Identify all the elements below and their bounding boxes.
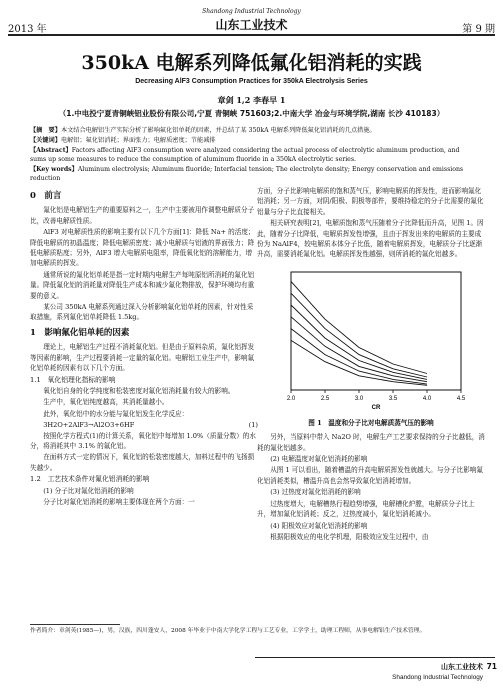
left-column <box>30 186 258 508</box>
paragraph: AlF3 对电解质性质的影响主要有以下几个方面[1]：降低 Na+ 的活度；降低电解质的初晶温度；降低电解质密度；减小电解质与铝液的界面张力；降低电解质粘度；另外，AlF3 增大电解质电阻率，降低氧化铝的溶解能力，增加电解质的挥发。 <box>30 228 255 268</box>
paragraph: 在面料方式一定的情况下，氧化铝的松装密度越大，加料过程中的飞扬损失越少。 <box>30 453 255 472</box>
chart-svg <box>257 266 485 416</box>
x-tick-label: 3.5 <box>388 395 398 402</box>
paragraph: 通常所说的氟化铝单耗是指一定时期内电解生产每吨原铝所消耗的氟化铝量。降低氟化铝的消耗量对降低生产成本和减少氟化物排放，保护环境均有重要的意义。 <box>30 270 255 300</box>
article-affiliation: （1.中电投宁夏青铜峡铝业股份有限公司,宁夏 青铜峡 751603;2.中南大学 冶金与环境学院,湖南 长沙 410183） <box>58 109 445 118</box>
footnote-rule <box>30 624 120 625</box>
right-column <box>257 186 485 543</box>
abstract-label-cn: 【摘 要】 <box>30 127 61 134</box>
item-heading: (1) 分子比对氟化铝消耗的影响 <box>43 486 134 495</box>
article-title-en: Decreasing AlF3 Consumption Practices for 350kA Electrolysis Series <box>135 78 368 85</box>
paragraph: 分子比对氟化铝消耗的影响主要体现在两个方面：一 <box>43 497 195 506</box>
keywords-en <box>30 165 475 184</box>
abstract-cn <box>30 126 475 135</box>
author-footnote: 作者简介：章剑英(1985—)，男，汉族，四川蓬安人，2008 年毕业于中南大学化学工程与工艺专业，工学学士，助理工程师，从事电解铝生产技术管理。 <box>30 628 426 634</box>
footer-rule <box>255 657 495 658</box>
section-heading-0: 0 前言 <box>30 191 62 201</box>
paragraph: 某公司 350kA 电解系列通过深入分析影响氟化铝单耗的因素，针对性采取措施，系列氟化铝单耗降低 1.5kg。 <box>30 303 254 322</box>
abstract-label-en: 【Abstract】 <box>30 147 72 154</box>
paragraph: 氧化铝自身的化学纯度和松装密度对氟化铝消耗量有较大的影响。 <box>43 386 235 395</box>
figure-1-caption: 图 1 温度和分子比对电解质蒸气压的影响 <box>308 418 434 427</box>
item-heading: (2) 电解温度对氟化铝消耗的影响 <box>270 455 368 464</box>
page-header <box>8 6 495 36</box>
footer-journal-en: Shandong Industrial Technology <box>392 674 483 681</box>
plot-frame <box>291 272 461 390</box>
x-tick-label: 4.0 <box>422 395 432 402</box>
paragraph: 根据阳极效应的电化学机理，阳极效应发生过程中，由 <box>270 532 429 541</box>
item-heading: (3) 过热度对氟化铝消耗的影响 <box>270 488 361 497</box>
header-journal-en: Shandong Industrial Technology <box>202 8 301 15</box>
footer-journal-cn: 山东工业技术 <box>441 663 483 671</box>
page-number: 71 <box>486 662 497 671</box>
header-rule <box>8 34 495 36</box>
figure-1-chart <box>257 266 485 416</box>
x-tick-label: 3.0 <box>354 395 364 402</box>
subsection-heading-1-1: 1.1 氧化铝理化指标的影响 <box>30 375 116 384</box>
x-tick-label: 2.0 <box>286 395 296 402</box>
article-title: 350kA 电解系列降低氟化铝消耗的实践 <box>81 52 422 74</box>
item-heading: (4) 阳极效应对氟化铝消耗的影响 <box>270 521 368 530</box>
paragraph: 方面，分子比影响电解质的饱和蒸气压，影响电解质的挥发性，进而影响氟化铝消耗；另一方面，对阴/阳极、阴极等部件，要维持稳定的分子比需要的氟化铝量与分子比直接相关。 <box>257 187 484 216</box>
series-line-2 <box>291 293 427 377</box>
paragraph: 生产中，氧化铝纯度越高，其消耗量越小。 <box>43 398 169 407</box>
paragraph: 氟化铝是电解铝生产的重要原料之一，生产中主要被用作调整电解质分子比，改善电解质性质。 <box>30 206 255 225</box>
x-tick-label: 4.5 <box>456 395 466 402</box>
equation-number: (1) <box>248 421 258 430</box>
x-axis-label: CR <box>371 404 381 411</box>
paragraph: 过热度增大，电解槽热行程趋势增强，电解槽化炉膛，电解质分子比上升，增加氟化铝消耗；反之，过热度减小，氟化铝消耗减小。 <box>257 499 475 519</box>
keywords-cn <box>30 136 475 145</box>
abstract-text-en: Factors affecting AlF3 consumption were analyzed considering the actual process of electrolytic aluminum production, and sums up some measures to reduce the consumption of aluminum fluoride in a 350kA electrolytic series. <box>30 147 460 164</box>
header-journal-cn: 山东工业技术 <box>215 18 288 32</box>
article-authors: 章剑 1,2 李春早 1 <box>217 95 286 105</box>
x-tick-label: 2.5 <box>320 395 330 402</box>
header-year: 2013 年 <box>8 24 47 35</box>
keywords-label-cn: 【关键词】 <box>30 137 61 144</box>
paragraph: 相关研究表明[2]，电解质饱和蒸气压随着分子比降低而升高，见图 1。因此，随着分子比降低，电解质挥发性增强，且由于挥发出来的电解质的主要成份为 NaAlF4，较电解质本体分子比低，随着电解质挥发，电解质分子比逐渐升高，需要消耗氟化铝。电解质挥发性越强，则所消耗的氟化铝越多。 <box>257 219 484 259</box>
keywords-text-en: Aluminum electrolysis; Aluminum fluoride; Interfacial tension; The electrolyte density; Energy conservation and emissions reduction <box>30 166 464 183</box>
equation-1 <box>30 420 258 430</box>
paragraph: 另外，当原料中带入 Na2O 时，电解生产工艺要求保持的分子比越低，消耗的氟化铝越多。 <box>257 433 485 452</box>
equation-text: 3H2O+2AlF3→Al2O3+6HF <box>43 421 135 430</box>
paragraph: 此外，氧化铝中的水分能与氟化铝发生化学反应： <box>43 409 189 418</box>
abstract-en <box>30 146 475 165</box>
subsection-heading-1-2: 1.2 工艺技术条件对氟化铝消耗的影响 <box>30 475 150 484</box>
page-footer <box>392 662 497 681</box>
paragraph: 按照化学方程式(1)的计算关系，氧化铝中每增加 1.0%（质量分数）的水分，将消耗其中 3.1% 的氟化铝。 <box>30 431 256 450</box>
section-heading-1: 1 影响氟化铝单耗的因素 <box>30 327 130 338</box>
abstract-text-cn: 本文结合电解铝生产实际分析了影响氟化铝单耗的因素，并总结了某 350kA 电解系列降低氟化铝消耗的几点措施。 <box>60 127 376 134</box>
header-issue: 第 9 期 <box>462 24 495 35</box>
paragraph: 从图 1 可以看出，随着槽温的升高电解质挥发性就越大。与分子比影响氟化铝消耗类似，槽温升高也会然导致氟化铝消耗增加。 <box>257 466 483 485</box>
series-line-1 <box>291 281 427 373</box>
keywords-label-en: 【Key words】 <box>30 166 78 173</box>
paragraph: 理论上，电解铝生产过程不消耗氟化铝。但是由于原料杂质，氟化铝挥发等因素的影响，生产过程要消耗一定量的氟化铝。电解铝工业生产中，影响氟化铝单耗的因素有以下几个方面。 <box>30 343 255 373</box>
keywords-text-cn: 电解铝；氟化铝消耗；界面张力；电解质密度；节能减排 <box>60 137 216 144</box>
